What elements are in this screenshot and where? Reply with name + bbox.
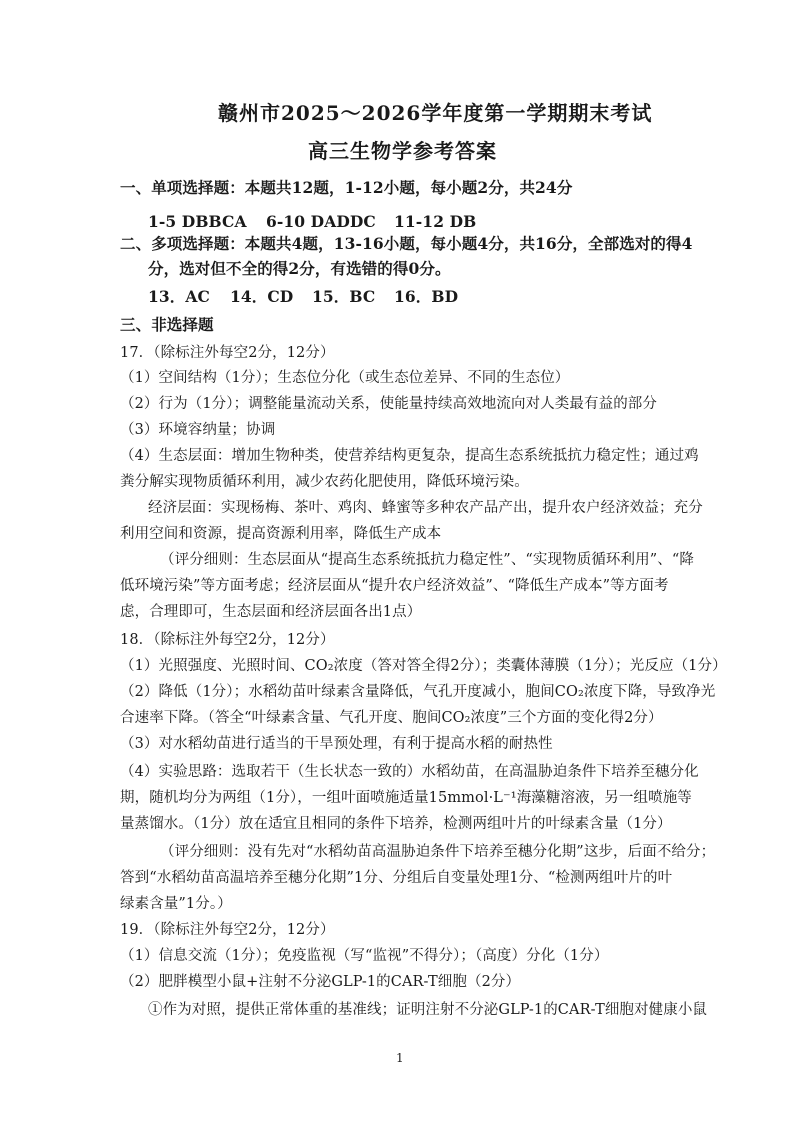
q18-header: 18．（除标注外每空2分，12分）	[120, 632, 335, 648]
q17-answer-4-line2: 粪分解实现物质循环利用，减少农药化肥使用，降低环境污染。	[120, 474, 529, 490]
q17-scoring-line1: （评分细则：生态层面从“提高生态系统抵抗力稳定性”、“实现物质循环利用”、“降	[160, 552, 694, 568]
answer-13: 13．AC	[148, 287, 210, 306]
answer-11-12: 11-12 DB	[394, 212, 477, 231]
answer-title: 高三生物学参考答案	[308, 139, 497, 163]
section-1-heading: 一、单项选择题：本题共12题，1-12小题，每小题2分，共24分	[120, 178, 573, 197]
page-number: 1	[396, 1051, 404, 1065]
q17-answer-4-economic-line1: 经济层面：实现杨梅、茶叶、鸡肉、蜂蜜等多种农产品产出，提升农户经济效益；充分	[148, 500, 703, 516]
section-3-heading: 三、非选择题	[120, 315, 214, 334]
q18-answer-4-line2: 期，随机均分为两组（1分），一组叶面喷施适量15mmol·L⁻¹海藻糖溶液，另一组喷施等	[120, 790, 692, 806]
q19-answer-2-note: ①作为对照，提供正常体重的基准线；证明注射不分泌GLP-1的CAR-T细胞对健康小鼠	[148, 1002, 708, 1018]
q18-scoring-line2: 答到“水稻幼苗高温培养至穗分化期”1分、分组后自变量处理1分、“检测两组叶片的叶	[120, 870, 673, 886]
section-1-answers	[148, 212, 476, 232]
q19-answer-2: （2）肥胖模型小鼠+注射不分泌GLP-1的CAR-T细胞（2分）	[120, 974, 521, 990]
answer-16: 16．BD	[394, 287, 459, 306]
q17-answer-1: （1）空间结构（1分）；生态位分化（或生态位差异、不同的生态位）	[120, 370, 570, 386]
section-2-answers	[148, 287, 458, 307]
q18-answer-3: （3）对水稻幼苗进行适当的干旱预处理，有利于提高水稻的耐热性	[120, 736, 553, 752]
q17-answer-4-line1: （4）生态层面：增加生物种类，使营养结构更复杂，提高生态系统抵抗力稳定性；通过鸡	[120, 448, 699, 464]
q18-answer-2-line2: 合速率下降。（答全“叶绿素含量、气孔开度、胞间CO₂浓度”三个方面的变化得2分）	[120, 710, 663, 726]
q17-scoring-line2: 低环境污染”等方面考虑；经济层面从“提升农户经济效益”、“降低生产成本”等方面考	[120, 578, 669, 594]
q18-answer-2-line1: （2）降低（1分）；水稻幼苗叶绿素含量降低，气孔开度减小，胞间CO₂浓度下降，导致净光	[120, 684, 716, 700]
q17-answer-4-economic-line2: 利用空间和资源，提高资源利用率，降低生产成本	[120, 526, 442, 542]
q18-answer-4-line1: （4）实验思路：选取若干（生长状态一致的）水稻幼苗，在高温胁迫条件下培养至穗分化	[120, 764, 699, 780]
q17-scoring-line3: 虑，合理即可，生态层面和经济层面各出1点）	[120, 604, 422, 620]
q18-answer-4-line3: 量蒸馏水。（1分）放在适宜且相同的条件下培养，检测两组叶片的叶绿素含量（1分）	[120, 816, 672, 832]
q19-answer-1: （1）信息交流（1分）；免疫监视（写“监视”不得分）；（高度）分化（1分）	[120, 948, 609, 964]
exam-title: 赣州市2025～2026学年度第一学期期末考试	[218, 101, 653, 125]
q17-header: 17．（除标注外每空2分，12分）	[120, 345, 335, 361]
answer-14: 14．CD	[230, 287, 294, 306]
q18-answer-1: （1）光照强度、光照时间、CO₂浓度（答对答全得2分）；类囊体薄膜（1分）；光反应（1分）	[120, 658, 727, 674]
section-2-heading-line2: 分，选对但不全的得2分，有选错的得0分。	[148, 259, 451, 278]
section-2-heading-line1: 二、多项选择题：本题共4题，13-16小题，每小题4分，共16分，全部选对的得4	[120, 234, 693, 253]
answer-15: 15．BC	[312, 287, 376, 306]
q18-scoring-line3: 绿素含量”1分。）	[120, 896, 232, 912]
q18-scoring-line1: （评分细则：没有先对“水稻幼苗高温胁迫条件下培养至穗分化期”这步，后面不给分；	[160, 844, 716, 860]
q17-answer-2: （2）行为（1分）；调整能量流动关系，使能量持续高效地流向对人类最有益的部分	[120, 396, 657, 412]
q17-answer-3: （3）环境容纳量；协调	[120, 422, 276, 438]
answer-6-10: 6-10 DADDC	[266, 212, 376, 231]
answer-1-5: 1-5 DBBCA	[148, 212, 247, 231]
q19-header: 19．（除标注外每空2分，12分）	[120, 922, 335, 938]
